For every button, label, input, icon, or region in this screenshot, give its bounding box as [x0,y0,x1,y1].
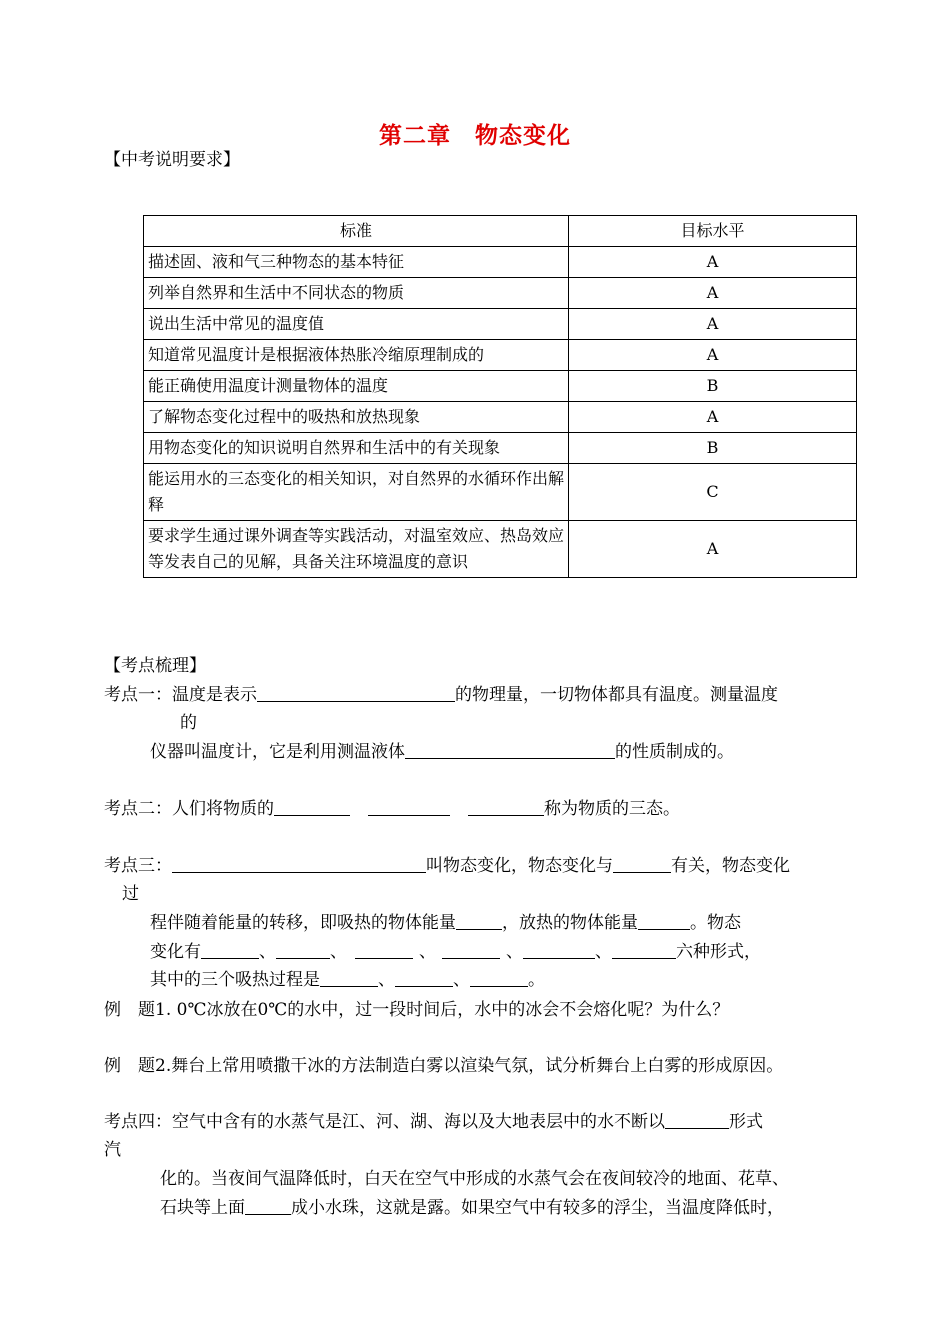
separator: 、 [259,942,276,962]
point-2-line [104,795,680,823]
answer-blank[interactable] [276,940,330,959]
separator: 、 [595,942,612,962]
point-3-text: 变化有 [150,942,201,962]
level-cell: A [569,278,857,309]
point-1-line-1 [104,681,778,709]
example-1: 例 题1. 0℃冰放在0℃的水中，过一段时间后，水中的冰会不会熔化呢？为什么？ [104,1000,730,1020]
point-1-text: 的 [180,713,197,733]
page-title: 第二章 物态变化 [379,122,571,149]
point-1-text: 的物理量，一切物体都具有温度。测量温度 [455,685,778,705]
point-4-text: 化的。当夜间气温降低时，白天在空气中形成的水蒸气会在夜间较冷的地面、花草、 [160,1169,789,1189]
requirements-table [143,215,857,578]
answer-blank[interactable] [405,740,615,759]
point-4-text: 形式 [729,1112,763,1132]
answer-blank[interactable] [368,797,450,816]
points-heading: 【考点梳理】 [104,656,206,676]
point-3-text: 考点三： [104,856,172,876]
table-row [144,402,857,433]
point-4-text: 考点四：空气中含有的水蒸气是江、河、湖、海以及大地表层中的水不断以 [104,1112,665,1132]
table-row [144,340,857,371]
point-3-line-1 [104,852,790,880]
separator: 、 [506,942,523,962]
point-3-text: 。物态 [690,913,741,933]
answer-blank[interactable] [201,940,259,959]
point-4-text: 成小水珠，这就是露。如果空气中有较多的浮尘，当温度降低时， [291,1198,784,1218]
answer-blank[interactable] [395,968,453,987]
table-row [144,247,857,278]
standard-cell: 描述固、液和气三种物态的基本特征 [144,247,569,278]
separator: 、 [419,942,436,962]
table-row [144,464,857,521]
point-1-line-2 [150,738,734,766]
answer-blank[interactable] [245,1196,291,1215]
example-2: 例 题2.舞台上常用喷撒干冰的方法制造白雾以渲染气氛，试分析舞台上白雾的形成原因。 [104,1056,784,1076]
standard-cell: 要求学生通过课外调查等实践活动，对温室效应、热岛效应等发表自己的见解，具备关注环境温度的意识 [144,521,569,578]
separator: 、 [378,970,395,990]
point-3-text: 有关，物态变化 [671,856,790,876]
point-3-text: ，放热的物体能量 [502,913,638,933]
table-row [144,371,857,402]
table-row [144,278,857,309]
point-1-text: 的性质制成的。 [615,742,734,762]
point-3-text: 六种形式， [676,942,761,962]
point-2-text: 称为物质的三态。 [544,799,680,819]
table-row [144,521,857,578]
point-3-line-4 [150,966,545,994]
table-row [144,309,857,340]
answer-blank[interactable] [470,968,528,987]
level-cell: A [569,521,857,578]
table-header-row [144,216,857,247]
standard-cell: 说出生活中常见的温度值 [144,309,569,340]
level-cell: C [569,464,857,521]
level-cell: A [569,247,857,278]
standard-cell: 用物态变化的知识说明自然界和生活中的有关现象 [144,433,569,464]
level-cell: B [569,433,857,464]
point-3-text: 过 [122,884,139,904]
point-3-line-2 [150,909,741,937]
point-3-text: 。 [528,970,545,990]
answer-blank[interactable] [456,911,502,930]
answer-blank[interactable] [320,968,378,987]
answer-blank[interactable] [612,940,676,959]
point-3-text: 程伴随着能量的转移，即吸热的物体能量 [150,913,456,933]
standard-cell: 列举自然界和生活中不同状态的物质 [144,278,569,309]
answer-blank[interactable] [355,940,413,959]
separator: 、 [453,970,470,990]
answer-blank[interactable] [523,940,595,959]
answer-blank[interactable] [172,854,426,873]
point-1-text: 考点一：温度是表示 [104,685,257,705]
standard-cell: 能运用水的三态变化的相关知识，对自然界的水循环作出解释 [144,464,569,521]
table-row [144,433,857,464]
point-2-text: 考点二：人们将物质的 [104,799,274,819]
level-cell: B [569,371,857,402]
answer-blank[interactable] [468,797,544,816]
answer-blank[interactable] [442,940,500,959]
point-3-line-3 [150,938,761,966]
header-standard: 标准 [144,216,569,247]
level-cell: A [569,309,857,340]
answer-blank[interactable] [665,1110,729,1129]
separator: 、 [330,942,347,962]
answer-blank[interactable] [274,797,350,816]
point-3-text: 叫物态变化，物态变化与 [426,856,613,876]
point-1-text: 仪器叫温度计，它是利用测温液体 [150,742,405,762]
requirements-heading: 【中考说明要求】 [104,150,240,170]
answer-blank[interactable] [257,683,455,702]
point-4-text: 石块等上面 [160,1198,245,1218]
answer-blank[interactable] [638,911,690,930]
standard-cell: 能正确使用温度计测量物体的温度 [144,371,569,402]
level-cell: A [569,340,857,371]
standard-cell: 了解物态变化过程中的吸热和放热现象 [144,402,569,433]
point-4-text: 汽 [104,1140,121,1160]
point-3-text: 其中的三个吸热过程是 [150,970,320,990]
header-level: 目标水平 [569,216,857,247]
answer-blank[interactable] [613,854,671,873]
standard-cell: 知道常见温度计是根据液体热胀冷缩原理制成的 [144,340,569,371]
point-4-line-1 [104,1108,763,1136]
point-4-line-2 [160,1194,784,1222]
level-cell: A [569,402,857,433]
